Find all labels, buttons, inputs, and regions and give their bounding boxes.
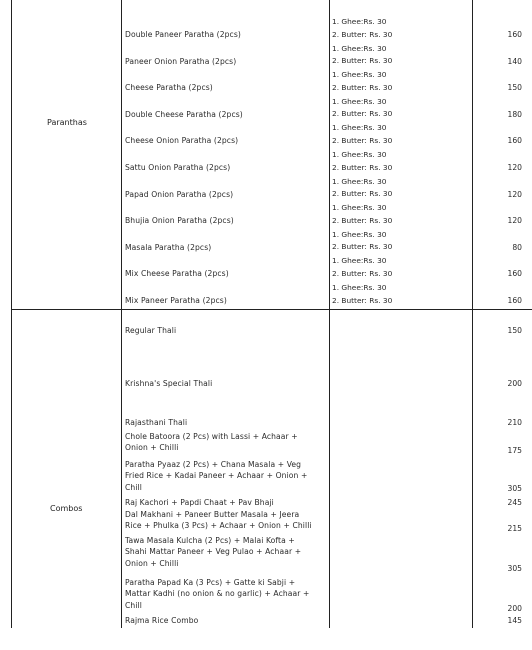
combo-item-line: Rajasthani Thali [125,418,188,427]
combo-item-line: Chole Batoora (2 Pcs) with Lassi + Achaar + [125,432,298,441]
paratha-item-price: 120 [507,163,522,172]
paratha-option-ghee: 1. Ghee:Rs. 30 [332,96,387,106]
paratha-item-name: Paneer Onion Paratha (2pcs) [125,56,237,66]
paratha-option-butter: 2. Butter: Rs. 30 [332,56,393,66]
combo-item-line: Rice + Phulka (3 Pcs) + Achaar + Onion + Chilli [125,521,312,531]
combo-item-line: Regular Thali [125,326,177,335]
combo-item-line: Fried Rice + Kadai Paneer + Achaar + Onion + [125,471,308,481]
paratha-option-butter: 2. Butter: Rs. 30 [332,82,393,92]
paratha-option-butter: 2. Butter: Rs. 30 [332,215,393,225]
paratha-item-name: Papad Onion Paratha (2pcs) [125,189,234,199]
combo-item-line: Tawa Masala Kulcha (2 Pcs) + Malai Kofta + [125,536,295,545]
paratha-item-name: Cheese Paratha (2pcs) [125,83,213,93]
table-border-col2 [329,0,330,628]
paratha-item-price: 80 [512,242,522,252]
category-combos: Combos [50,504,83,513]
combo-item-line: Rajma Rice Combo [125,616,199,625]
paratha-option-ghee: 1. Ghee:Rs. 30 [332,123,387,133]
paratha-option-ghee: 1. Ghee:Rs. 30 [332,176,387,186]
combo-item-price: 150 [507,326,522,335]
paratha-item-price: 150 [507,83,522,93]
combo-item-line: Dal Makhani + Paneer Butter Masala + Jeera [125,510,300,519]
paratha-item-name: Cheese Onion Paratha (2pcs) [125,136,239,146]
paratha-option-butter: 2. Butter: Rs. 30 [332,242,393,252]
paratha-option-butter: 2. Butter: Rs. 30 [332,135,393,145]
paratha-option-ghee: 1. Ghee:Rs. 30 [332,17,387,26]
combo-item-price: 145 [507,616,522,625]
combo-item-line: Paratha Papad Ka (3 Pcs) + Gatte ki Sabji + [125,578,296,587]
paratha-item-name: Masala Paratha (2pcs) [125,242,212,252]
paratha-item-name: Double Paneer Paratha (2pcs) [125,30,241,39]
combo-item-line: Onion + Chilli [125,558,179,568]
combo-item-price: 210 [507,418,522,427]
paratha-item-name: Double Cheese Paratha (2pcs) [125,109,243,119]
table-border-left [11,0,12,628]
combo-item-price: 215 [507,524,522,533]
paratha-item-price: 160 [507,136,522,146]
paratha-option-ghee: 1. Ghee:Rs. 30 [332,203,387,213]
paratha-item-name: Bhujia Onion Paratha (2pcs) [125,216,234,226]
table-border-col3 [472,0,473,628]
paratha-option-butter: 2. Butter: Rs. 30 [332,189,393,199]
paratha-option-butter: 2. Butter: Rs. 30 [332,29,393,39]
paratha-item-price: 140 [507,56,522,66]
combo-item-line: Paratha Pyaaz (2 Pcs) + Chana Masala + Veg [125,460,302,469]
paratha-item-price: 120 [507,189,522,199]
combo-item-line: Mattar Kadhi (no onion & no garlic) + Achaar + [125,589,310,599]
combo-item-line: Shahi Mattar Paneer + Veg Pulao + Achaar + [125,547,302,557]
table-border-col1 [121,0,122,628]
paratha-item-name: Sattu Onion Paratha (2pcs) [125,163,231,172]
combo-item-price: 200 [507,379,522,388]
paratha-option-ghee: 1. Ghee:Rs. 30 [332,43,387,53]
paratha-item-price: 160 [507,296,522,305]
paratha-item-price: 180 [507,109,522,119]
combo-item-price: 305 [507,484,522,493]
paratha-option-butter: 2. Butter: Rs. 30 [332,162,393,172]
paratha-item-price: 160 [507,30,522,39]
paratha-option-ghee: 1. Ghee:Rs. 30 [332,70,387,80]
combo-item-price: 245 [507,498,522,507]
combo-item-line: Chill [125,600,142,610]
paratha-option-ghee: 1. Ghee:Rs. 30 [332,150,387,159]
paratha-option-ghee: 1. Ghee:Rs. 30 [332,256,387,266]
combo-item-price: 305 [507,564,522,573]
combo-item-line: Chill [125,482,142,492]
paratha-option-butter: 2. Butter: Rs. 30 [332,109,393,119]
paratha-item-price: 160 [507,269,522,279]
paratha-option-butter: 2. Butter: Rs. 30 [332,295,393,305]
combo-item-price: 175 [507,446,522,455]
paratha-item-name: Mix Cheese Paratha (2pcs) [125,269,229,279]
paratha-option-butter: 2. Butter: Rs. 30 [332,268,393,278]
paratha-option-ghee: 1. Ghee:Rs. 30 [332,283,387,292]
combo-item-line: Raj Kachori + Papdi Chaat + Pav Bhaji [125,498,274,507]
paratha-item-price: 120 [507,216,522,226]
combo-item-price: 200 [507,604,522,613]
category-parathas: Paranthas [47,118,87,127]
combo-item-line: Onion + Chilli [125,443,179,453]
combo-item-line: Krishna's Special Thali [125,379,213,388]
section-divider [11,309,532,310]
paratha-item-name: Mix Paneer Paratha (2pcs) [125,296,227,305]
paratha-option-ghee: 1. Ghee:Rs. 30 [332,229,387,239]
